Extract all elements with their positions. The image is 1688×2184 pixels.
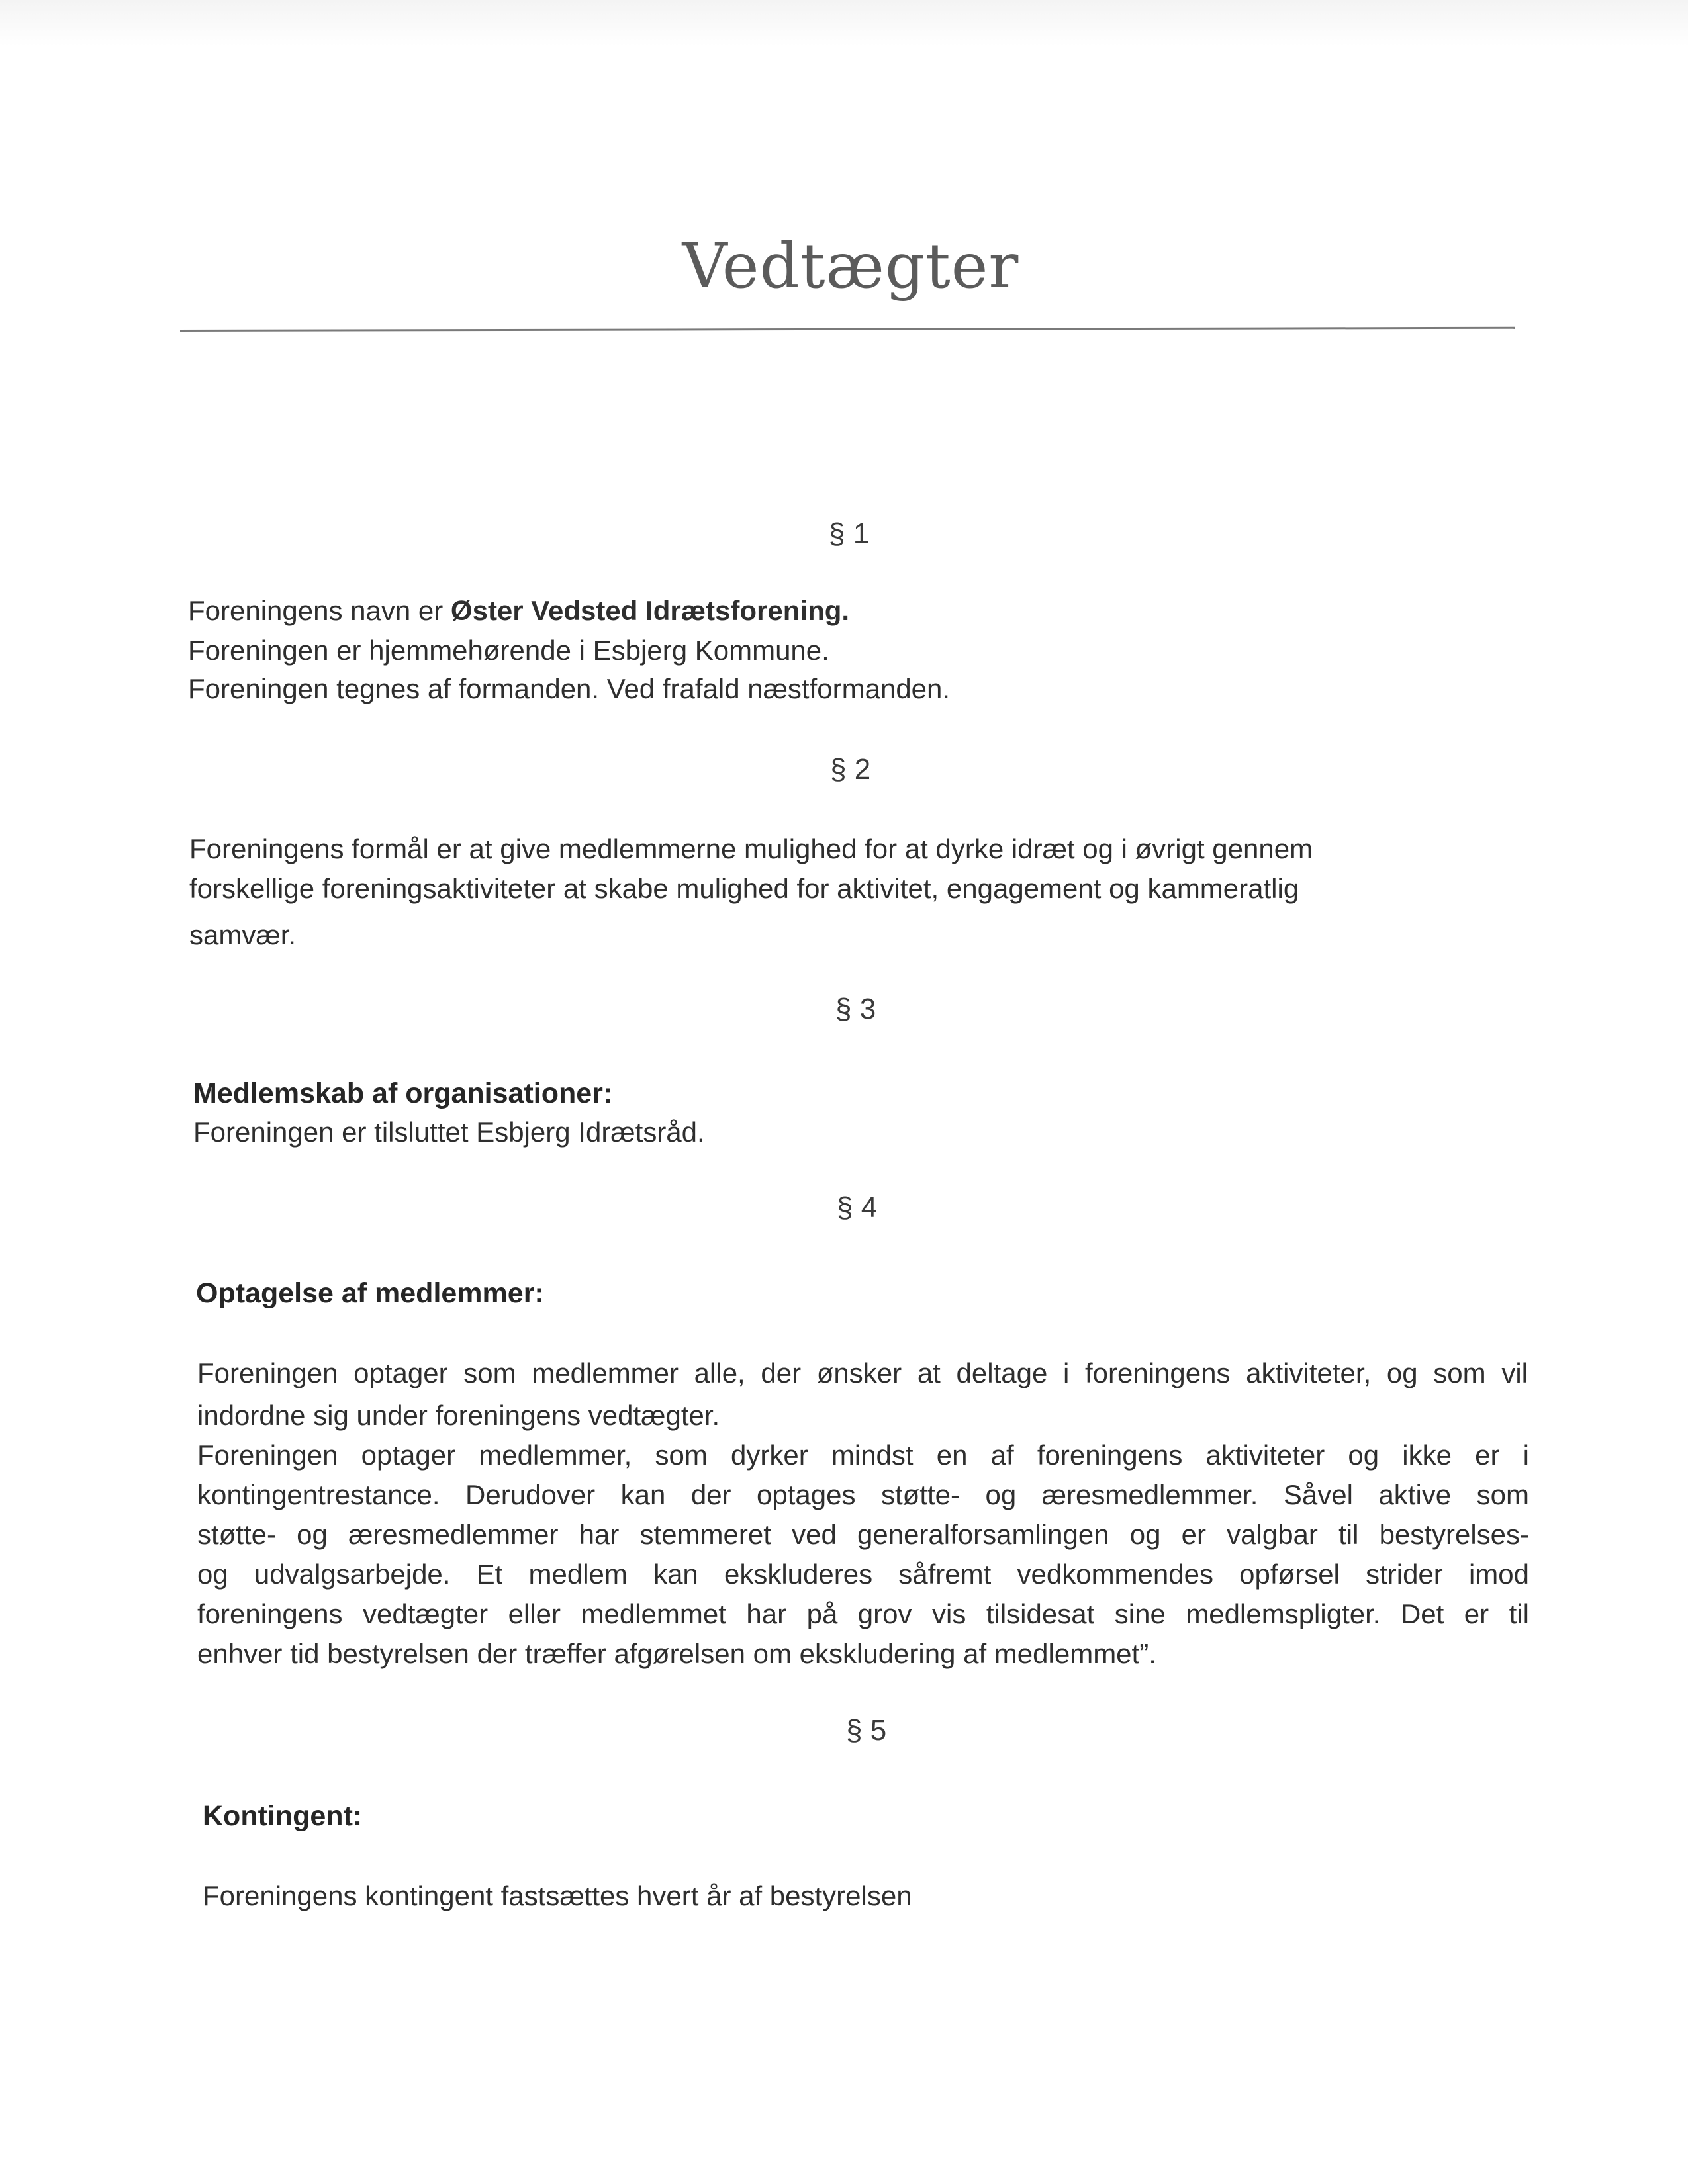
- section-3-mark: § 3: [835, 993, 876, 1025]
- title-rule: [180, 327, 1515, 332]
- section-4-mark: § 4: [837, 1191, 878, 1224]
- section-2-line-1: Foreningens formål er at give medlemmerne mulighed for at dyrke idræt og i øvrigt gennem: [189, 833, 1313, 864]
- section-4-line-7: [197, 1600, 1529, 1628]
- section-4-line-4-text: kontingentrestance. Derudover kan der optages støtte- og æresmedlemmer. Såvel aktive som: [197, 1479, 1529, 1510]
- section-3-line-1: Foreningen er tilsluttet Esbjerg Idrætsråd.: [193, 1116, 705, 1148]
- section-1-line-3: Foreningen tegnes af formanden. Ved frafald næstformanden.: [188, 673, 951, 704]
- section-4-line-4: [197, 1481, 1529, 1509]
- section-4-line-3-text: Foreningen optager medlemmer, som dyrker mindst en af foreningens aktiviteter og ikke er i: [197, 1439, 1529, 1471]
- section-1-line-1-prefix: Foreningens navn er: [188, 595, 451, 626]
- section-4-line-3: [197, 1441, 1529, 1469]
- document-title: Vedtægter: [682, 230, 1019, 302]
- scan-shadow: [0, 0, 1688, 46]
- section-4-line-6-text: og udvalgsarbejde. Et medlem kan ekskluderes såfremt vedkommendes opførsel strider imod: [197, 1559, 1529, 1590]
- section-5-line-1: Foreningens kontingent fastsættes hvert år af bestyrelsen: [203, 1880, 912, 1911]
- section-2-mark: § 2: [830, 753, 871, 786]
- section-4-line-1: [197, 1359, 1528, 1387]
- section-5-heading: Kontingent:: [203, 1800, 363, 1832]
- section-4-line-1-text: Foreningen optager som medlemmer alle, der ønsker at deltage i foreningens aktiviteter, og som vil: [197, 1357, 1528, 1388]
- section-4-line-7-text: foreningens vedtægter eller medlemmet har på grov vis tilsidesat sine medlemspligter. Det er til: [197, 1598, 1529, 1629]
- section-1-mark: § 1: [829, 518, 870, 550]
- section-4-line-5-text: støtte- og æresmedlemmer har stemmeret ved generalforsamlingen og er valgbar til bestyrelses-: [197, 1519, 1529, 1550]
- section-5-mark: § 5: [846, 1714, 887, 1747]
- club-name: Øster Vedsted Idrætsforening.: [450, 595, 850, 626]
- section-4-line-5: [197, 1521, 1529, 1549]
- section-4-heading: Optagelse af medlemmer:: [196, 1277, 544, 1309]
- section-1-line-1: [188, 597, 849, 625]
- section-2-line-2: forskellige foreningsaktiviteter at skabe mulighed for aktivitet, engagement og kammeratlig: [189, 873, 1299, 904]
- section-4-line-2: indordne sig under foreningens vedtægter.: [197, 1400, 720, 1431]
- section-3-heading: Medlemskab af organisationer:: [193, 1077, 613, 1109]
- section-4-line-6: [197, 1561, 1529, 1588]
- section-2-line-3: samvær.: [189, 919, 297, 950]
- section-4-line-8: enhver tid bestyrelsen der træffer afgørelsen om ekskludering af medlemmet”.: [197, 1638, 1156, 1669]
- section-1-line-2: Foreningen er hjemmehørende i Esbjerg Kommune.: [188, 635, 829, 666]
